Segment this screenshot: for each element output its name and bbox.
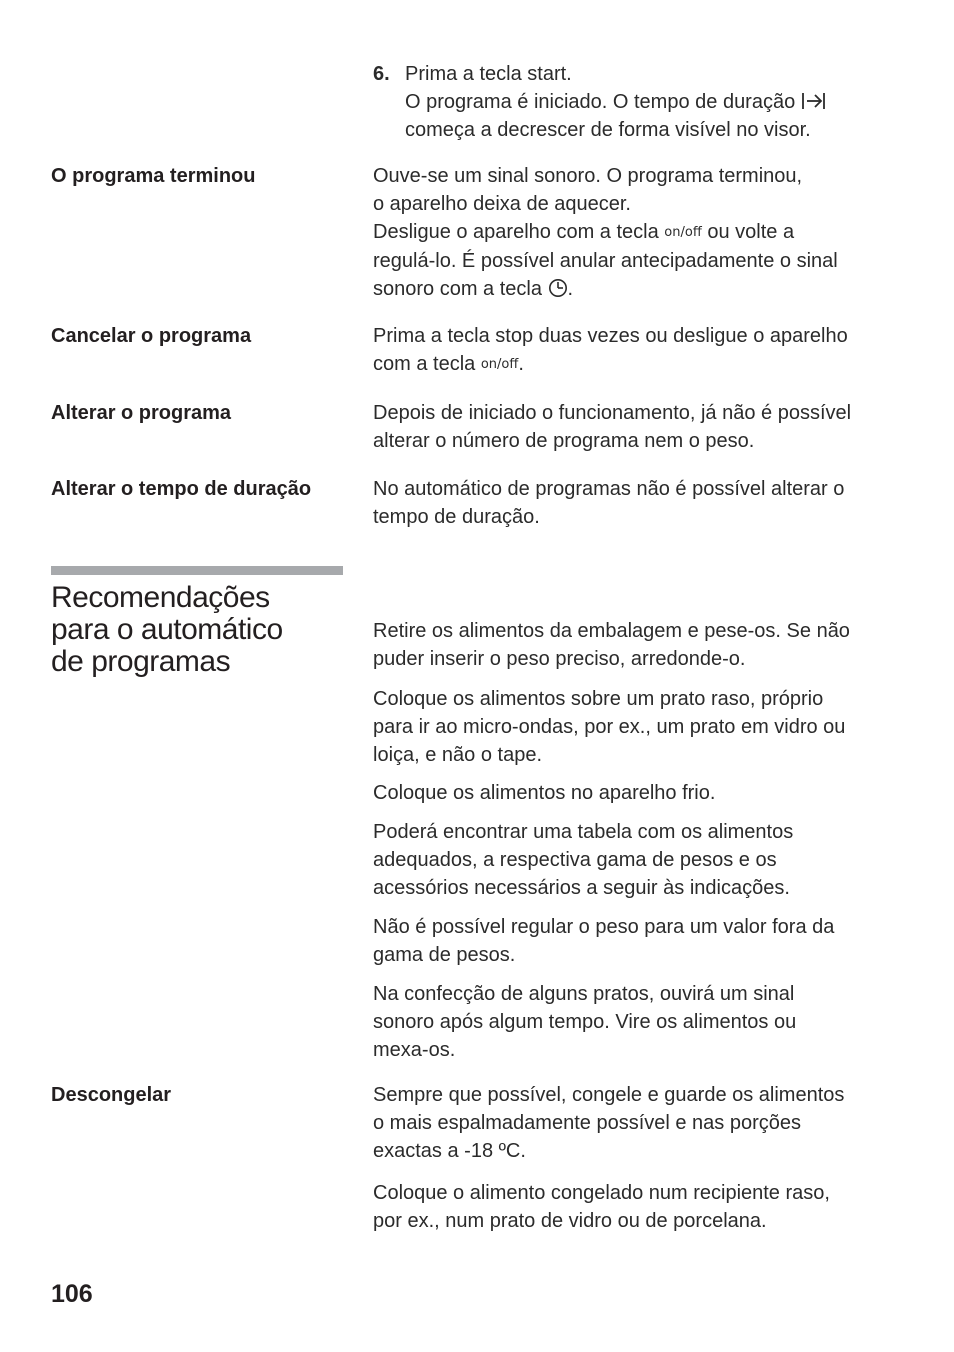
- text-line: o mais espalmadamente possível e nas porções: [373, 1112, 802, 1134]
- label-programa-terminou: O programa terminou: [51, 165, 256, 187]
- text-line: gama de pesos.: [373, 944, 516, 966]
- text-fragment: ou volte a: [707, 221, 795, 243]
- recommendation-paragraph: [373, 779, 913, 807]
- text-line: No automático de programas não é possível alterar o: [373, 478, 845, 500]
- text-line: [373, 275, 913, 306]
- text-line: Retire os alimentos da embalagem e pese-os. Se não: [373, 620, 850, 642]
- step-6-line-1: Prima a tecla start.: [405, 63, 572, 85]
- text-line: exactas a -18 ºC.: [373, 1140, 526, 1162]
- step-6-line-3: começa a decrescer de forma visível no visor.: [405, 119, 811, 141]
- text-line: Não é possível regular o peso para um valor fora da: [373, 916, 835, 938]
- text-alterar-tempo: [373, 475, 913, 531]
- text-fragment: com a tecla: [373, 353, 476, 375]
- text-fragment: Desligue o aparelho com a tecla: [373, 221, 659, 243]
- text-line: Prima a tecla stop duas vezes ou desligue o aparelho: [373, 325, 848, 347]
- duration-icon: [801, 91, 827, 119]
- text-fragment: .: [567, 278, 574, 300]
- text-cancelar-programa: [373, 322, 913, 379]
- text-line: loiça, e não o tape.: [373, 744, 543, 766]
- page-number: 106: [51, 1280, 93, 1308]
- step-6-line-2: [405, 88, 827, 119]
- label-alterar-tempo: Alterar o tempo de duração: [51, 478, 312, 500]
- text-line: [373, 218, 913, 247]
- text-line: acessórios necessários a seguir às indicações.: [373, 877, 790, 899]
- text-line: Na confecção de alguns pratos, ouvirá um sinal: [373, 983, 795, 1005]
- text-line: puder inserir o peso preciso, arredonde-o.: [373, 648, 746, 670]
- text-line: mexa-os.: [373, 1039, 456, 1061]
- recommendation-paragraph: [373, 685, 913, 769]
- recommendation-paragraph: [373, 980, 913, 1064]
- step-number: 6.: [373, 63, 390, 85]
- text-fragment: .: [518, 353, 524, 375]
- step-6-line-2-text: O programa é iniciado. O tempo de duração: [405, 91, 796, 113]
- heading-line: Recomendações: [51, 581, 270, 614]
- recommendation-paragraph: [373, 617, 913, 673]
- recommendation-paragraph: [373, 818, 913, 902]
- label-descongelar: Descongelar: [51, 1084, 172, 1106]
- text-alterar-programa: [373, 399, 913, 455]
- heading-line: de programas: [51, 645, 231, 678]
- text-programa-terminou: [373, 162, 913, 306]
- text-line: Depois de iniciado o funcionamento, já não é possível: [373, 402, 852, 424]
- text-line: sonoro após algum tempo. Vire os alimentos ou: [373, 1011, 797, 1033]
- on-off-key-label: on/off: [664, 225, 702, 240]
- text-descongelar-1: [373, 1081, 913, 1165]
- text-line: Poderá encontrar uma tabela com os alimentos: [373, 821, 794, 843]
- label-cancelar-programa: Cancelar o programa: [51, 325, 252, 347]
- text-descongelar-2: [373, 1179, 913, 1235]
- section-divider: [51, 566, 343, 575]
- text-line: Coloque os alimentos no aparelho frio.: [373, 782, 716, 804]
- text-fragment: sonoro com a tecla: [373, 278, 542, 300]
- section-heading: [51, 582, 283, 678]
- text-line: adequados, a respectiva gama de pesos e os: [373, 849, 777, 871]
- text-line: o aparelho deixa de aquecer.: [373, 193, 631, 215]
- text-line: tempo de duração.: [373, 506, 540, 528]
- text-line: alterar o número de programa nem o peso.: [373, 430, 755, 452]
- heading-line: para o automático: [51, 613, 283, 646]
- text-line: Ouve-se um sinal sonoro. O programa terminou,: [373, 165, 803, 187]
- text-line: por ex., num prato de vidro ou de porcelana.: [373, 1210, 767, 1232]
- step-6: [373, 60, 933, 88]
- recommendation-paragraph: [373, 913, 913, 969]
- text-line: para ir ao micro-ondas, por ex., um prato em vidro ou: [373, 716, 846, 738]
- clock-icon: [548, 278, 568, 306]
- text-line: Coloque o alimento congelado num recipiente raso,: [373, 1182, 830, 1204]
- text-line: [373, 350, 913, 379]
- text-line: Sempre que possível, congele e guarde os alimentos: [373, 1084, 845, 1106]
- on-off-key-label: on/off: [480, 357, 519, 372]
- text-line: Coloque os alimentos sobre um prato raso, próprio: [373, 688, 824, 710]
- text-line: regulá-lo. É possível anular antecipadamente o sinal: [373, 250, 838, 272]
- label-alterar-programa: Alterar o programa: [51, 402, 232, 424]
